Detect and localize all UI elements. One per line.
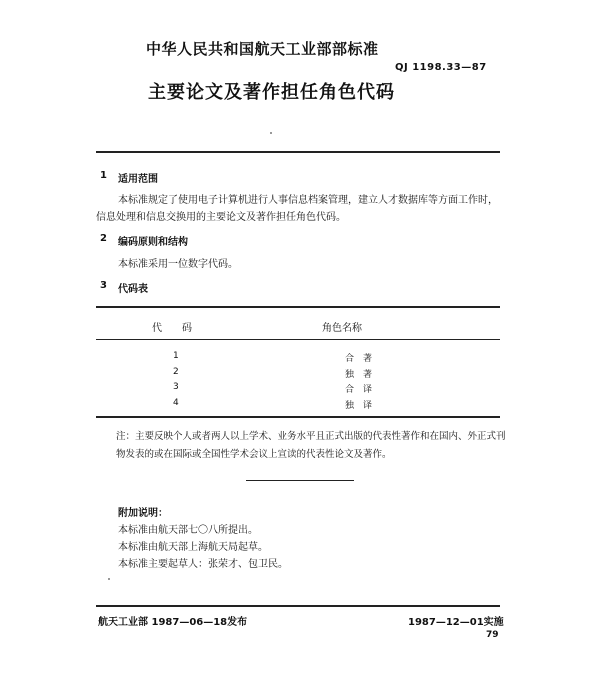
section-1-heading: 适用范围 xyxy=(118,174,158,185)
table-row-4-code: 4 xyxy=(173,398,179,408)
document-title: 主要论文及著作担任角色代码 xyxy=(148,82,395,103)
section-1-line-2: 信息处理和信息交换用的主要论文及著作担任角色代码。 xyxy=(96,212,346,223)
table-row-2-code: 2 xyxy=(173,367,179,377)
table-row-3-code: 3 xyxy=(173,382,179,392)
appendix-line-2: 本标准由航天部上海航天局起草。 xyxy=(118,542,268,553)
table-row-4-name: 独 译 xyxy=(345,401,373,411)
section-2-line-1: 本标准采用一位数字代码。 xyxy=(118,259,238,270)
section-2-number: 2 xyxy=(100,233,107,244)
ministry-header: 中华人民共和国航天工业部部标准 xyxy=(146,40,379,58)
note-separator xyxy=(246,480,354,481)
table-row-1-name: 合 著 xyxy=(345,354,373,364)
effective-date: 1987—12—01实施 xyxy=(408,617,504,628)
table-bottom-rule xyxy=(96,416,500,418)
page-number: 79 xyxy=(486,630,499,640)
appendix-line-3: 本标准主要起草人：张荣才、包卫民。 xyxy=(118,559,288,570)
table-row-2-name: 独 著 xyxy=(345,370,373,380)
section-3-heading: 代码表 xyxy=(118,284,148,295)
table-row-1-code: 1 xyxy=(173,351,179,361)
appendix-line-1: 本标准由航天部七〇八所提出。 xyxy=(118,525,258,536)
table-row-3-name: 合 译 xyxy=(345,385,373,395)
section-1-line-1: 本标准规定了使用电子计算机进行人事信息档案管理，建立人才数据库等方面工作时， xyxy=(118,195,498,206)
standard-number: QJ 1198.33—87 xyxy=(395,62,487,73)
section-3-number: 3 xyxy=(100,280,107,291)
scan-speck xyxy=(270,132,272,134)
issue-date: 航天工业部 1987—06—18发布 xyxy=(98,617,248,628)
appendix-title: 附加说明： xyxy=(118,508,168,519)
table-header-role: 角色名称 xyxy=(322,323,362,334)
table-header-code: 代 码 xyxy=(152,323,192,334)
table-top-rule xyxy=(96,306,500,308)
section-2-heading: 编码原则和结构 xyxy=(118,237,188,248)
note-line-2: 物发表的或在国际或全国性学术会议上宣读的代表性论文及著作。 xyxy=(116,449,392,460)
note-line-1: 注：主要反映个人或者两人以上学术、业务水平且正式出版的代表性著作和在国内、外正式刊 xyxy=(116,431,506,442)
section-1-number: 1 xyxy=(100,170,107,181)
footer-rule xyxy=(96,605,500,607)
header-rule xyxy=(96,151,500,153)
scan-speck xyxy=(108,578,110,580)
table-header-rule xyxy=(96,339,500,340)
